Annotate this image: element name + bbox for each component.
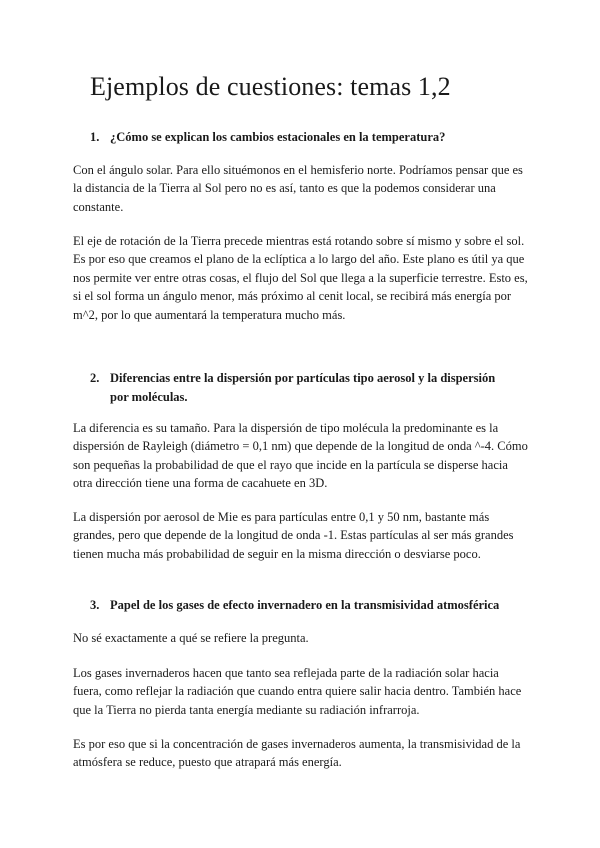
- question-3-heading: [90, 596, 530, 615]
- question-3-text: Papel de los gases de efecto invernadero en la transmisividad atmosférica: [110, 598, 500, 612]
- question-1-number: 1.: [90, 130, 100, 144]
- answer-3-paragraph-1: No sé exactamente a qué se refiere la pregunta.: [73, 631, 309, 645]
- answer-3-paragraph-3: Es por eso que si la concentración de gases invernaderos aumenta, la transmisividad de la atmósfera se reduce, puesto que atrapará más energía.: [73, 737, 521, 770]
- question-2-text: Diferencias entre la dispersión por partículas tipo aerosol y la dispersión por moléculas.: [110, 371, 496, 404]
- question-1-heading: [90, 128, 530, 147]
- answer-1-paragraph-2: El eje de rotación de la Tierra precede mientras está rotando sobre sí mismo y sobre el sol. Es por eso que creamos el plano de la eclíptica a lo largo del año. Este plano es útil ya que nos permite ver entre otras cosas, el flujo del Sol que llega a la superficie terrestre. Esto es, si el sol forma un ángulo menor, más próximo al cenit local, se recibirá más energía por m^2, por lo que aumentará la temperatura mucho más.: [73, 234, 528, 322]
- question-1-text: ¿Cómo se explican los cambios estacionales en la temperatura?: [110, 130, 446, 144]
- answer-2-paragraph-1: La diferencia es su tamaño. Para la dispersión de tipo molécula la predominante es la dispersión de Rayleigh (diámetro = 0,1 nm) que depende de la longitud de onda ^-4. Cómo son pequeñas la probabilidad de que el rayo que incide en la partícula se disperse hacia otra dirección tiene una forma de cacahuete en 3D.: [73, 421, 528, 491]
- answer-3-paragraph-2: Los gases invernaderos hacen que tanto sea reflejada parte de la radiación solar hacia fuera, como reflejar la radiación que cuando entra quiere salir hacia dentro. También hace que la Tierra no pierda tanta energía mediante su radiación infrarroja.: [73, 666, 522, 717]
- question-2-heading: [90, 369, 530, 407]
- page-title: Ejemplos de cuestiones: temas 1,2: [90, 72, 451, 101]
- answer-2-paragraph-2: La dispersión por aerosol de Mie es para partículas entre 0,1 y 50 nm, bastante más grandes, pero que depende de la longitud de onda -1. Estas partículas al ser más grandes tienen mucha más probabilidad de seguir en la misma dirección o desviarse poco.: [73, 510, 514, 561]
- question-2-number: 2.: [90, 371, 100, 385]
- question-3-number: 3.: [90, 598, 100, 612]
- answer-1-paragraph-1: Con el ángulo solar. Para ello situémonos en el hemisferio norte. Podríamos pensar que es la distancia de la Tierra al Sol pero no es así, tanto es que la podemos considerar una constante.: [73, 163, 523, 214]
